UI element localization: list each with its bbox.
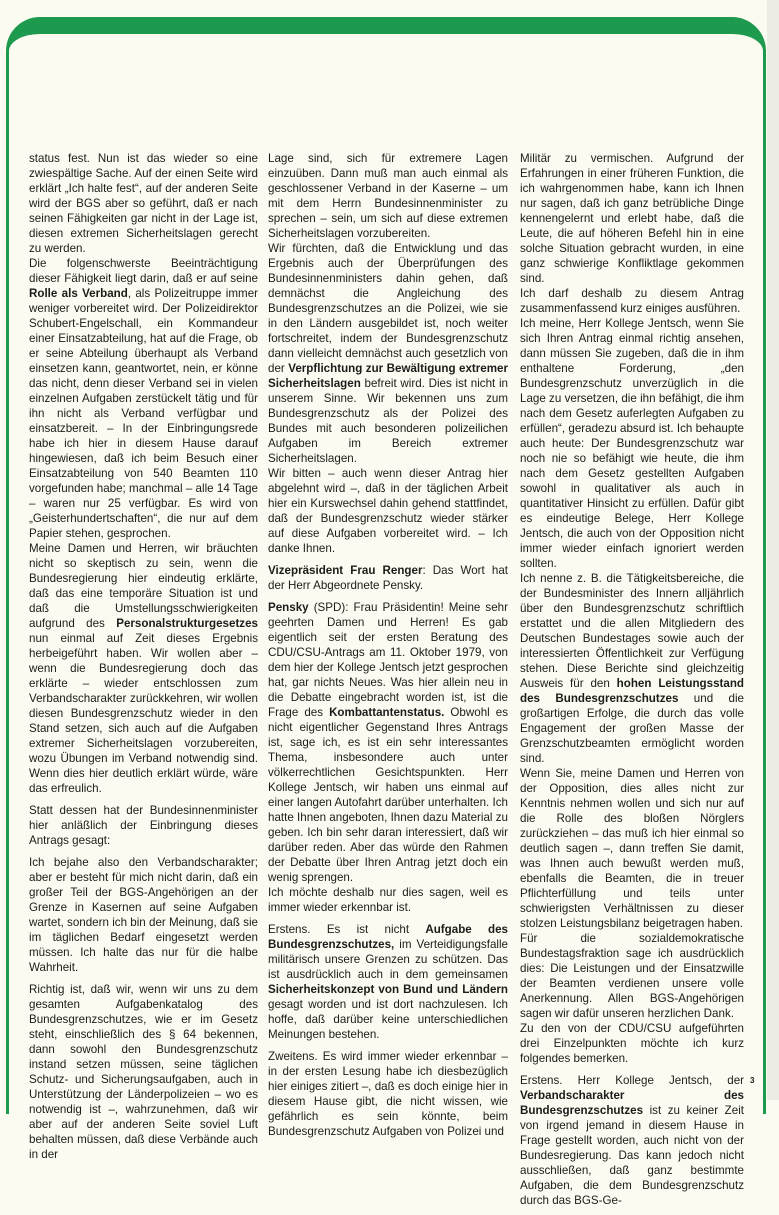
paragraph [520, 316, 744, 571]
text-run: Militär zu vermischen. Aufgrund der Erfahrungen in einer früheren Funktion, die ich wahrgenommen habe, kann ich Ihnen nur sagen, daß ich ganz betrübliche Dinge kennengelernt und erlebt habe, daß die Leute, die auf höheren Befehl hin in eine solche Situation gebracht wurden, in eine ganz schwierige Konfliktlage gekommen sind. [520, 152, 744, 285]
text-run: : Das Wort hat der Herr Abgeordnete Pensky. [268, 564, 508, 592]
text-block [29, 982, 258, 1162]
text-block [268, 563, 508, 593]
text-block [268, 1049, 508, 1139]
page-number: 3 [750, 1076, 755, 1085]
text-run: Wir fürchten, daß die Entwicklung und das Ergebnis auch der Überprüfungen des Bundesinnenministers dahin gehen, daß demnächst die Angleichung des Bundesgrenzschutzes an die Polizei, wie sie in den Ländern ausgebildet ist, noch weiter fortschreitet, indem der Bundesgrenzschutz dann vielleicht demnächst auch gesetzlich von der [268, 242, 508, 375]
paragraph [520, 1021, 744, 1066]
text-run: Erstens. Es ist nicht [268, 923, 426, 936]
text-column-1 [29, 151, 258, 1169]
paragraph [520, 571, 744, 766]
paragraph [520, 931, 744, 1021]
paragraph [520, 766, 744, 931]
text-run: Richtig ist, daß wir, wenn wir uns zu dem gesamten Aufgabenkatalog des Bundesgrenzschutzes, wie er im Gesetz steht, einschließlich des § 64 bekennen, dann sowohl den Bundesgrenzschutz instand setzen müssen, seine täglichen Schutz- und Sicherungsaufgaben, auch in Unterstützung der Länderpolizeien – wo es notwendig ist –, wahrzunehmen, daß wir aber auf der anderen Seite soviel Luft behalten müssen, daß diese Verbände auch in der [29, 983, 258, 1161]
paragraph [29, 855, 258, 975]
text-block [268, 600, 508, 915]
text-run: nun einmal auf Zeit dieses Ergebnis herbeigeführt haben. Wir wollen aber – wenn die Bundesregierung doch das erklärte – wieder entschlossen zum Verbandscharakter zurückkehren, wir wollen diesen Bundesgrenzschutz wieder in den Stand setzen, sich auch auf die Aufgaben extremer Sicherheitslagen vorzubereiten, wozu Übungen im Verband notwendig sind. Wenn dies hier deutlich erklärt würde, wäre das erfreulich. [29, 632, 258, 795]
paragraph [520, 151, 744, 286]
paragraph [520, 286, 744, 316]
paragraph [268, 885, 508, 915]
text-block [268, 151, 508, 556]
text-run: Die folgenschwerste Beeinträchtigung dieser Fähigkeit liegt darin, daß er auf seine [29, 257, 258, 285]
text-run: Ich darf deshalb zu diesem Antrag zusammenfassend kurz einiges ausführen. [520, 287, 744, 315]
text-run: Ich möchte deshalb nur dies sagen, weil es immer wieder erkennbar ist. [268, 886, 508, 914]
text-run: Statt dessen hat der Bundesinnenminister hier anläßlich der Einbringung dieses Antrags gesagt: [29, 804, 258, 847]
bold-text-run: Vizepräsident Frau Renger [268, 564, 423, 577]
paragraph [29, 541, 258, 796]
text-run: Wenn Sie, meine Damen und Herren von der Opposition, dies alles nicht zur Kenntnis nehmen wollen und sich nur auf die Rolle des bloßen Nörglers zurückziehen – das muß ich hier einmal so deutlich sagen –, dann treffen Sie damit, was Ihnen auch bewußt werden muß, ebenfalls die Beamten, die in treuer Pflichterfüllung und teils unter schwierigsten Verhältnissen zu dieser stolzen Leistungsbilanz beigetragen haben. [520, 767, 744, 930]
paragraph [29, 982, 258, 1162]
text-run: ist zu keiner Zeit von irgend jemand in diesem Hause in Frage gestellt worden, auch nicht von der Bundesregierung. Das kann jedoch nicht ausschließen, daß ganz bestimmte Aufgaben, die dem Bundesgrenzschutz durch das BGS-Ge- [520, 1104, 744, 1207]
paragraph [520, 1073, 744, 1208]
bold-text-run: Rolle als Verband [29, 287, 128, 300]
text-column-2 [268, 151, 508, 1146]
text-run: Obwohl es nicht eigentlicher Gegenstand Ihres Antrags ist, sage ich, es ist ein sehr interessantes Thema, insbesondere auch unter völkerrechtlichen Gesichtspunkten. Herr Kollege Jentsch, wir haben uns einmal auf einer langen Autofahrt darüber unterhalten. Ich hatte Ihnen angeboten, Ihnen dazu Material zu geben. Ich bin sehr daran interessiert, daß wir darüber reden. Aber das würde den Rahmen der Debatte über Ihren Antrag jetzt doch ein wenig sprengen. [268, 706, 509, 884]
paragraph [268, 151, 508, 241]
paragraph [268, 466, 508, 556]
text-run: im Verteidigungsfalle militärisch unsere Grenzen zu schützen. Das ist ausdrücklich auch in dem gemeinsamen [268, 938, 508, 981]
text-run: Ich meine, Herr Kollege Jentsch, wenn Sie sich Ihren Antrag einmal richtig ansehen, dann müssen Sie zugeben, daß die in ihm enthaltene Forderung, „den Bundesgrenzschutz unverzüglich in die Lage zu versetzen, die ihn befähigt, die ihm nach dem Gesetz auferlegten Aufgaben zu erfüllen“, geradezu absurd ist. Ich behaupte auch heute: Der Bundesgrenzschutz war noch nie so befähigt wie heute, die ihm nach dem Gesetz gestellten Aufgaben sowohl in qualitativer als auch in quantitativer Hinsicht zu erfüllen. Dafür gibt es eindeutige Belege, Herr Kollege Jentsch, die auch von der Opposition nicht immer wieder einfach ignoriert werden sollten. [520, 317, 744, 570]
paragraph [268, 922, 508, 1042]
text-run: Erstens. Herr Kollege Jentsch, der [520, 1074, 744, 1087]
paragraph [29, 256, 258, 541]
paragraph [268, 563, 508, 593]
text-block [29, 803, 258, 848]
bold-text-run: Verpflichtung zur Bewältigung extremer Sicherheitslagen [268, 362, 509, 390]
bold-text-run: Pensky [268, 601, 309, 614]
paragraph [268, 600, 508, 885]
bold-text-run: Aufgabe des Bundesgrenzschutzes, [268, 923, 508, 951]
bold-text-run: hohen Leistungsstand des Bundesgrenzschutzes [520, 677, 744, 705]
text-run: Zweitens. Es wird immer wieder erkennbar – in der ersten Lesung habe ich diesbezüglich hier einiges zitiert –, daß es doch einige hier in diesem Hause gibt, die nicht wissen, wie gefährlich es sein könnte, beim Bundesgrenzschutz Aufgaben von Polizei und [268, 1050, 508, 1138]
paragraph [29, 151, 258, 256]
text-run: Ich nenne z. B. die Tätigkeitsbereiche, die der Bundesminister des Innern alljährlich über den Bundesgrenzschutz schriftlich erstattet und die allen Mitgliedern des Deutschen Bundestages sowie auch der interessierten Öffentlichkeit zur Verfügung stehen. Diese Berichte sind gleichzeitig Ausweis für den [520, 572, 744, 690]
paragraph [268, 241, 508, 466]
bold-text-run: Verbandscharakter des Bundesgrenzschutzes [520, 1089, 744, 1117]
text-block [520, 1073, 744, 1208]
text-column-3 [520, 151, 744, 1215]
text-run: Für die sozialdemokratische Bundestagsfraktion sage ich ausdrücklich dies: Die Leistungen und der Einsatzwille der Beamten verdienen unsere volle Anerkennung. Allen BGS-Angehörigen sagen wir dafür unseren herzlichen Dank. [520, 932, 744, 1020]
text-run: befreit wird. Dies ist nicht in unserem Sinne. Wir bekennen uns zum Bundesgrenzschutz als der Polizei des Bundes mit auch besonderen polizeilichen Aufgaben im Bereich extremer Sicherheitslagen. [268, 377, 508, 465]
text-block [29, 151, 258, 796]
text-block [520, 151, 744, 1066]
text-block [268, 922, 508, 1042]
text-run: status fest. Nun ist das wieder so eine zwiespältige Sache. Auf der einen Seite wird erklärt „Ich halte fest“, auf der anderen Seite wird der BGS aber so geführt, daß er nach seinen Fähigkeiten gar nicht in der Lage ist, diesen extremen Sicherheitslagen gerecht zu werden. [29, 152, 258, 255]
text-run: Ich bejahe also den Verbandscharakter; aber er besteht für mich nicht darin, daß ein großer Teil der BGS-Angehörigen an der Grenze in Kasernen auf seine Aufgaben wartet, sondern ich bin der Meinung, daß sie im täglichen Bedarf eingesetzt werden müssen. Ich halte das nur für die halbe Wahrheit. [29, 856, 258, 974]
text-run: (SPD): Frau Präsidentin! Meine sehr geehrten Damen und Herren! Es gab eigentlich seit der ersten Beratung des CDU/CSU-Antrags am 11. Oktober 1979, von dem hier der Kollege Jentsch jetzt gesprochen hat, gar nichts Neues. Was hier allein neu in die Debatte eingebracht worden ist, ist die Frage des [268, 601, 508, 719]
text-run: und die großartigen Erfolge, die durch das volle Engagement der großen Masse der Grenzschutzbeamten ermöglicht worden sind. [520, 692, 745, 765]
text-run: Meine Damen und Herren, wir bräuchten nicht so skeptisch zu sein, wenn die Bundesregierung hier eindeutig erklärte, daß das eine temporäre Situation ist und daß die Umstellungsschwierigkeiten aufgrund des [29, 542, 258, 630]
paragraph [268, 1049, 508, 1139]
text-block [29, 855, 258, 975]
text-run: , als Polizeitruppe immer weniger vorbereitet wird. Der Polizeidirektor Schubert-Engelschall, ein Kommandeur einer Einsatzabteilung, hat auf die Frage, ob er seine Abteilung überhaupt als Verband einsetzen kann, geantwortet, nein, er könne das nicht, denn dieser Verband sei in vielen einzelnen Aufgaben zerstückelt tätig und für ihn nicht als Verband verfügbar und einsatzbereit. – In der Einbringungsrede habe ich hier in diesem Hause darauf hingewiesen, daß ich beim Besuch einer Einsatzabteilung von 540 Beamten 110 vorgefunden habe; manchmal – alle 14 Tage – waren nur 25 verfügbar. Es wird von „Geisterhundertschaften“, die nur auf dem Papier stehen, gesprochen. [29, 287, 259, 540]
text-run: gesagt worden und ist dort nachzulesen. Ich hoffe, daß darüber keine unterschiedlichen Meinungen bestehen. [268, 998, 508, 1041]
text-run: Zu den von der CDU/CSU aufgeführten drei Einzelpunkten möchte ich kurz folgendes bemerken. [520, 1022, 744, 1065]
bold-text-run: Kombattantenstatus. [329, 706, 445, 719]
bold-text-run: Sicherheitskonzept von Bund und Ländern [268, 983, 508, 996]
text-run: Wir bitten – auch wenn dieser Antrag hier abgelehnt wird –, daß in der täglichen Arbeit hier ein Kurswechsel dahin gehend stattfindet, daß der Bundesgrenzschutz wieder stärker auf diese Aufgaben vorbereitet wird. – Ich danke Ihnen. [268, 467, 508, 555]
scan-edge [767, 0, 779, 1100]
paragraph [29, 803, 258, 848]
text-run: Lage sind, sich für extremere Lagen einzuüben. Dann muß man auch einmal als geschlossener Verband in der Kaserne – um mit dem Herrn Bundesinnenminister zu sprechen – sein, um sich auf diese extremen Sicherheitslagen vorzubereiten. [268, 152, 508, 240]
bold-text-run: Personalstrukturgesetzes [116, 617, 258, 630]
